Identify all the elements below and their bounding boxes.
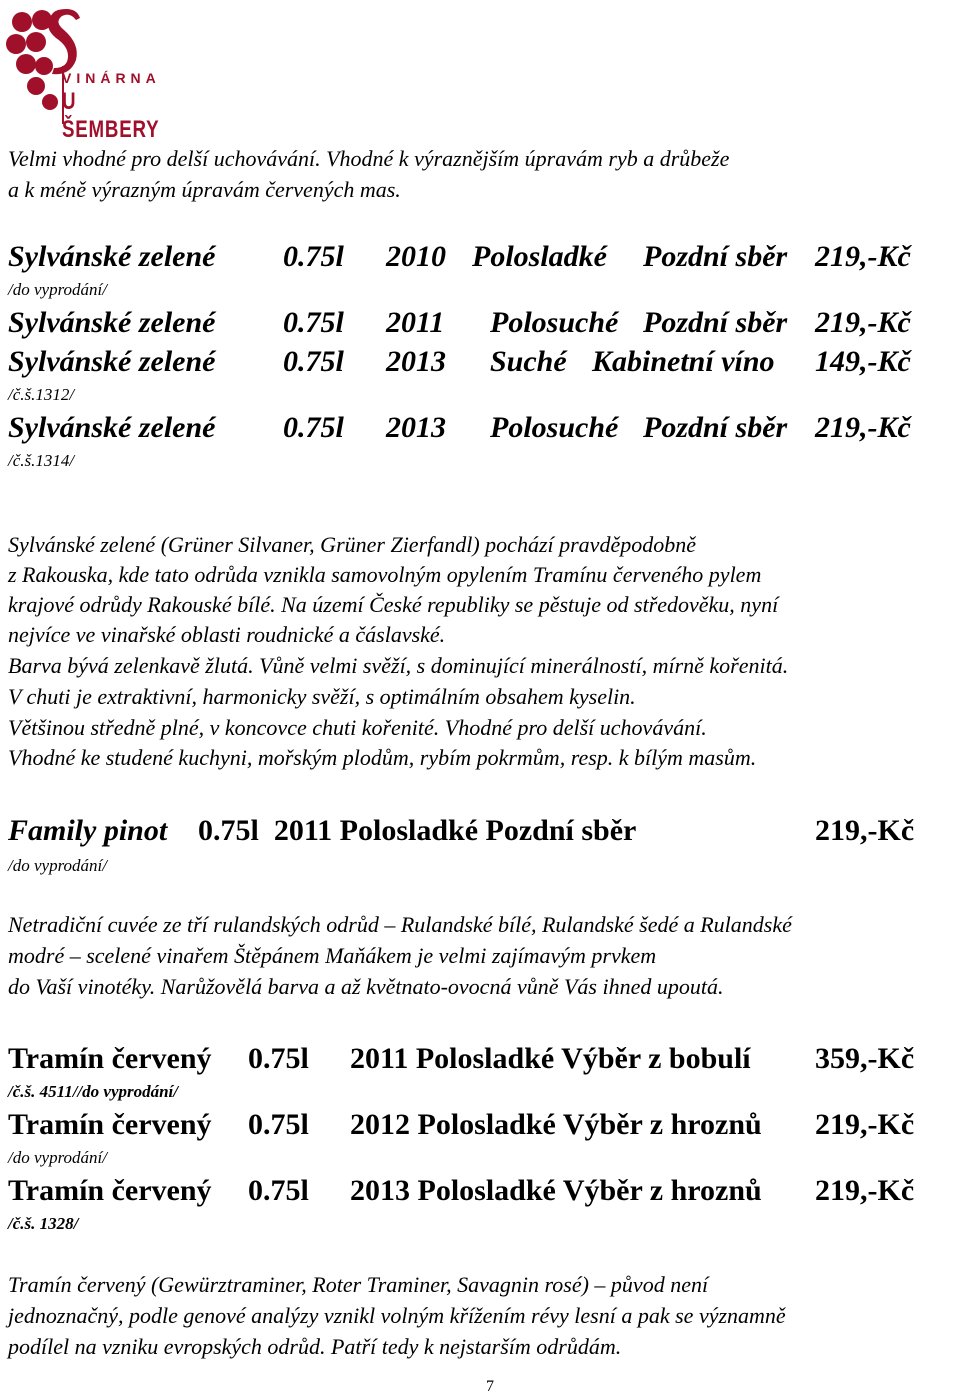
wine-taste: Polosladké	[472, 240, 607, 273]
logo-line-u-sembery: U ŠEMBERY	[62, 88, 160, 143]
wine-volume: 0.75l	[283, 306, 344, 339]
sylvanske-desc-line: Většinou středně plné, v koncovce chuti kořenité. Vhodné pro delší uchovávání.	[8, 715, 707, 740]
wine-volume: 0.75l	[248, 1042, 309, 1075]
intro-line-1: Velmi vhodné pro delší uchovávání. Vhodné k výraznějším úpravám ryb a drůbeže	[8, 146, 730, 171]
sylvanske-desc-line: krajové odrůdy Rakouské bílé. Na území České republiky se pěstuje od středověku, nyní	[8, 592, 779, 617]
family-desc-line: modré – scelené vinařem Štěpánem Maňákem je velmi zajímavým prvkem	[8, 943, 657, 968]
wine-spec: 0.75l 2011 Polosladké Pozdní sběr	[198, 814, 637, 847]
wine-taste: Polosuché	[490, 411, 619, 444]
wine-note: /do vyprodání/	[8, 280, 107, 299]
wine-price: 219,-Kč	[815, 411, 911, 444]
wine-taste: Polosuché	[490, 306, 619, 339]
vinarna-logo	[6, 4, 161, 143]
wine-quality: Kabinetní víno	[592, 345, 775, 378]
wine-name: Family pinot	[8, 814, 168, 847]
wine-price: 219,-Kč	[815, 814, 915, 847]
wine-spec: 2013 Polosladké Výběr z hroznů	[350, 1174, 762, 1207]
family-desc-line: Netradiční cuvée ze tří rulandských odrůd – Rulandské bílé, Rulandské šedé a Rulandské	[8, 912, 792, 937]
sylvanske-desc-line: Sylvánské zelené (Grüner Silvaner, Grüner Zierfandl) pochází pravděpodobně	[8, 532, 696, 557]
wine-volume: 0.75l	[283, 240, 344, 273]
wine-name: Sylvánské zelené	[8, 411, 216, 444]
sylvanske-desc-line: Barva bývá zelenkavě žlutá. Vůně velmi svěží, s dominující minerálností, mírně kořenitá.	[8, 653, 789, 678]
wine-quality: Pozdní sběr	[643, 240, 788, 273]
wine-year: 2011	[386, 306, 445, 339]
wine-volume: 0.75l	[248, 1108, 309, 1141]
wine-volume: 0.75l	[283, 345, 344, 378]
wine-spec: 2012 Polosladké Výběr z hroznů	[350, 1108, 762, 1141]
wine-note: /č.š. 1328/	[8, 1214, 79, 1233]
wine-name: Sylvánské zelené	[8, 306, 216, 339]
wine-note: /č.š.1312/	[8, 385, 75, 404]
sylvanske-desc-line: nejvíce ve vinařské oblasti roudnické a čáslavské.	[8, 622, 446, 647]
family-desc-line: do Vaší vinotéky. Narůžovělá barva a až květnato-ovocná vůně Vás ihned upoutá.	[8, 974, 724, 999]
wine-price: 219,-Kč	[815, 240, 911, 273]
wine-price: 359,-Kč	[815, 1042, 915, 1075]
wine-price: 219,-Kč	[815, 1108, 915, 1141]
tramin-desc-line: Tramín červený (Gewürztraminer, Roter Traminer, Savagnin rosé) – původ není	[8, 1272, 709, 1297]
wine-name: Sylvánské zelené	[8, 240, 216, 273]
wine-price: 219,-Kč	[815, 1174, 915, 1207]
wine-name: Tramín červený	[8, 1174, 212, 1207]
wine-note: /č.š. 4511//do vyprodání/	[8, 1082, 178, 1101]
wine-year: 2010	[386, 240, 446, 273]
wine-quality: Pozdní sběr	[643, 306, 788, 339]
tramin-desc-line: podílel na vzniku evropských odrůd. Patří tedy k nejstarším odrůdám.	[8, 1334, 622, 1359]
wine-note: /do vyprodání/	[8, 1148, 107, 1167]
wine-volume: 0.75l	[248, 1174, 309, 1207]
wine-name: Tramín červený	[8, 1042, 212, 1075]
wine-note: /č.š.1314/	[8, 451, 75, 470]
wine-spec: 2011 Polosladké Výběr z bobulí	[350, 1042, 751, 1075]
wine-price: 149,-Kč	[815, 345, 911, 378]
intro-line-2: a k méně výrazným úpravám červených mas.	[8, 177, 401, 202]
page-number: 7	[486, 1378, 494, 1395]
sylvanske-desc-line: z Rakouska, kde tato odrůda vznikla samovolným opylením Tramínu červeného pylem	[8, 562, 762, 587]
wine-volume: 0.75l	[283, 411, 344, 444]
wine-price: 219,-Kč	[815, 306, 911, 339]
wine-quality: Pozdní sběr	[643, 411, 788, 444]
wine-year: 2013	[386, 345, 446, 378]
wine-name: Tramín červený	[8, 1108, 212, 1141]
tramin-desc-line: jednoznačný, podle genové analýzy vznikl volným křížením révy lesní a pak se významně	[8, 1303, 786, 1328]
wine-taste: Suché	[490, 345, 567, 378]
logo-line-vinarna: VINÁRNA	[62, 70, 161, 86]
wine-note: /do vyprodání/	[8, 856, 107, 875]
sylvanske-desc-line: Vhodné ke studené kuchyni, mořským plodům, rybím pokrmům, resp. k bílým masům.	[8, 745, 757, 770]
sylvanske-desc-line: V chuti je extraktivní, harmonicky svěží, s optimálním obsahem kyselin.	[8, 684, 636, 709]
wine-name: Sylvánské zelené	[8, 345, 216, 378]
wine-year: 2013	[386, 411, 446, 444]
